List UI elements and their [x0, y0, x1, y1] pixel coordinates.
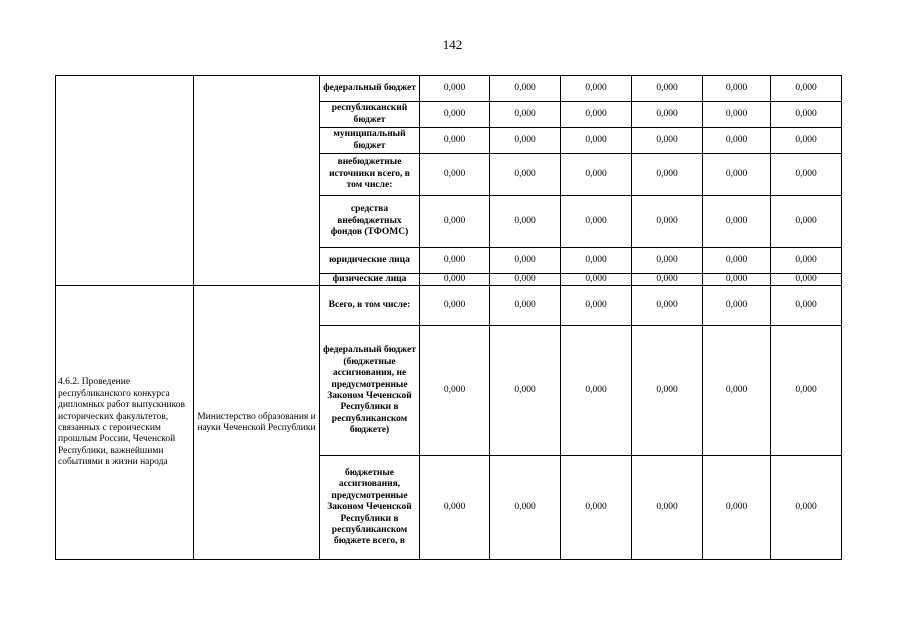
value-cell: 0,000 — [490, 248, 561, 274]
value-cell: 0,000 — [490, 102, 561, 128]
funding-source-cell: физические лица — [320, 274, 420, 286]
value-cell: 0,000 — [703, 128, 771, 154]
value-cell: 0,000 — [420, 128, 490, 154]
value-cell: 0,000 — [632, 456, 703, 560]
value-cell: 0,000 — [703, 248, 771, 274]
value-cell: 0,000 — [420, 154, 490, 196]
value-cell: 0,000 — [420, 102, 490, 128]
funding-source-cell: бюджетные ассигнования, предусмотренные Законом Чеченской Республики в республиканском бюджете всего, в — [320, 456, 420, 560]
activity-title-cell: 4.6.2. Проведение республиканского конкурса дипломных работ выпускников исторических факультетов, связанных с героическим прошлым России, Чеченской Республики, важнейшими событиями в жизни народа — [56, 286, 194, 560]
value-cell: 0,000 — [561, 248, 632, 274]
value-cell: 0,000 — [561, 76, 632, 102]
executor-cell: Министерство образования и науки Чеченской Республики — [194, 286, 320, 560]
value-cell: 0,000 — [771, 248, 842, 274]
value-cell: 0,000 — [771, 456, 842, 560]
funding-source-cell: юридические лица — [320, 248, 420, 274]
value-cell: 0,000 — [771, 286, 842, 326]
value-cell: 0,000 — [490, 274, 561, 286]
budget-table — [55, 75, 842, 560]
value-cell: 0,000 — [771, 274, 842, 286]
value-cell: 0,000 — [561, 154, 632, 196]
value-cell: 0,000 — [771, 196, 842, 248]
value-cell: 0,000 — [703, 286, 771, 326]
value-cell: 0,000 — [490, 456, 561, 560]
value-cell: 0,000 — [490, 286, 561, 326]
value-cell: 0,000 — [561, 286, 632, 326]
value-cell: 0,000 — [632, 196, 703, 248]
value-cell: 0,000 — [771, 326, 842, 456]
value-cell: 0,000 — [632, 274, 703, 286]
value-cell: 0,000 — [420, 76, 490, 102]
funding-source-cell: республиканский бюджет — [320, 102, 420, 128]
value-cell: 0,000 — [632, 154, 703, 196]
value-cell: 0,000 — [632, 128, 703, 154]
funding-source-cell: Всего, в том числе: — [320, 286, 420, 326]
value-cell: 0,000 — [703, 456, 771, 560]
value-cell: 0,000 — [420, 196, 490, 248]
value-cell: 0,000 — [771, 102, 842, 128]
funding-source-cell: средства внебюджетных фондов (ТФОМС) — [320, 196, 420, 248]
value-cell: 0,000 — [490, 154, 561, 196]
value-cell: 0,000 — [561, 128, 632, 154]
value-cell: 0,000 — [703, 196, 771, 248]
value-cell: 0,000 — [561, 196, 632, 248]
value-cell: 0,000 — [632, 286, 703, 326]
value-cell: 0,000 — [703, 274, 771, 286]
value-cell: 0,000 — [632, 326, 703, 456]
value-cell: 0,000 — [771, 128, 842, 154]
value-cell: 0,000 — [561, 274, 632, 286]
funding-source-cell: муниципальный бюджет — [320, 128, 420, 154]
value-cell: 0,000 — [420, 248, 490, 274]
value-cell: 0,000 — [490, 326, 561, 456]
funding-source-cell: внебюджетные источники всего, в том числе: — [320, 154, 420, 196]
value-cell: 0,000 — [420, 326, 490, 456]
table-row — [56, 76, 842, 102]
value-cell: 0,000 — [771, 154, 842, 196]
value-cell: 0,000 — [420, 274, 490, 286]
empty-executor-cell — [194, 76, 320, 286]
value-cell: 0,000 — [703, 326, 771, 456]
value-cell: 0,000 — [420, 286, 490, 326]
table-row — [56, 286, 842, 326]
value-cell: 0,000 — [490, 196, 561, 248]
value-cell: 0,000 — [771, 76, 842, 102]
page-number: 142 — [442, 37, 463, 52]
funding-source-cell: федеральный бюджет (бюджетные ассигнования, не предусмотренные Законом Чеченской Республики в республиканском бюджете) — [320, 326, 420, 456]
value-cell: 0,000 — [632, 102, 703, 128]
value-cell: 0,000 — [703, 76, 771, 102]
value-cell: 0,000 — [561, 326, 632, 456]
value-cell: 0,000 — [490, 76, 561, 102]
funding-source-cell: федеральный бюджет — [320, 76, 420, 102]
value-cell: 0,000 — [561, 456, 632, 560]
value-cell: 0,000 — [632, 76, 703, 102]
value-cell: 0,000 — [703, 154, 771, 196]
value-cell: 0,000 — [420, 456, 490, 560]
value-cell: 0,000 — [561, 102, 632, 128]
value-cell: 0,000 — [632, 248, 703, 274]
empty-activity-cell — [56, 76, 194, 286]
value-cell: 0,000 — [490, 128, 561, 154]
value-cell: 0,000 — [703, 102, 771, 128]
